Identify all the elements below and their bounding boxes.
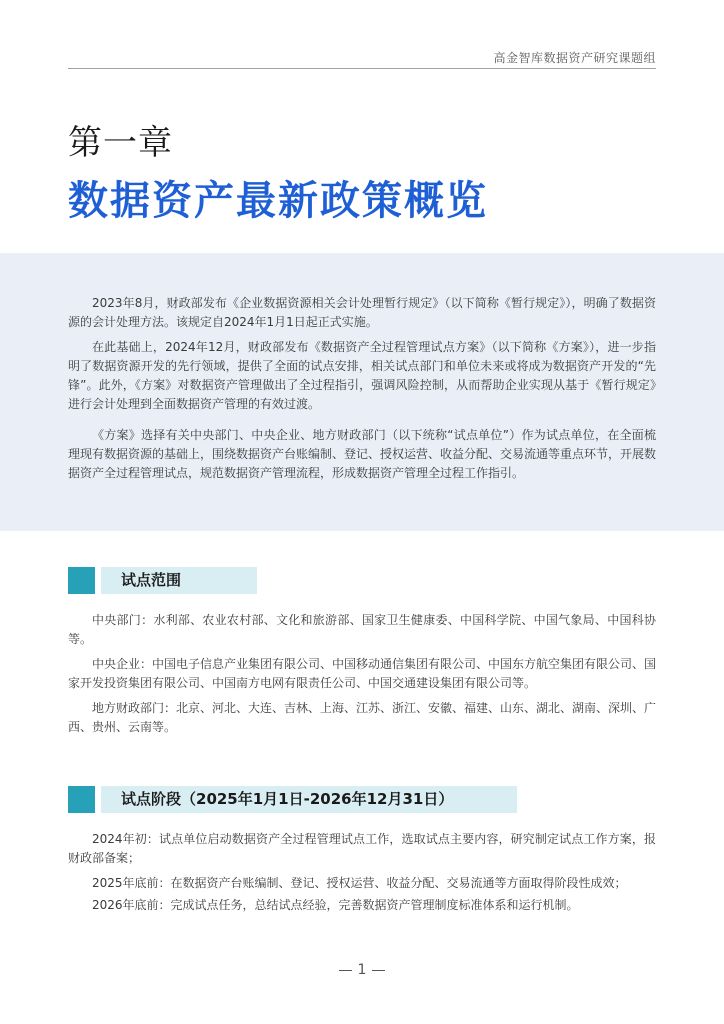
intro-paragraph: 2023年8月，财政部发布《企业数据资源相关会计处理暂行规定》（以下简称《暂行规定》），明确了数据资源的会计处理方法。该规定自2024年1月1日起正式实施。 — [68, 296, 656, 329]
section-paragraph: 2026年底前：完成试点任务，总结试点经验，完善数据资产管理制度标准体系和运行机制。 — [92, 898, 579, 912]
chapter-title: 数据资产最新政策概览 — [68, 178, 488, 224]
section-title: 试点阶段（2025年1月1日-2026年12月31日） — [121, 790, 454, 808]
page-number — [0, 962, 724, 978]
section-title: 试点范围 — [121, 571, 182, 589]
intro-paragraph: 在此基础上，2024年12月，财政部发布《数据资产全过程管理试点方案》（以下简称《方案》），进一步指明了数据资源开发的先行领域，提供了全面的试点安排，相关试点部门和单位未来或将成为数据资产开发的“先锋”。此外，《方案》对数据资产管理做出了全过程指引，强调风险控制，从而帮助企业实现从基于《暂行规定》进行会计处理到全面数据资产管理的有效过渡。 — [68, 340, 656, 411]
section-title-bar — [101, 567, 257, 594]
page-number-value: 1 — [357, 962, 367, 978]
section-paragraph: 2024年初：试点单位启动数据资产全过程管理试点工作，选取试点主要内容，研究制定试点工作方案，报财政部备案； — [68, 832, 656, 865]
section-marker — [68, 786, 95, 813]
section-marker — [68, 567, 95, 594]
page-number-dash — [372, 970, 385, 971]
section-title-bar — [101, 786, 517, 813]
page-number-dash — [339, 970, 352, 971]
section-paragraph: 地方财政部门：北京、河北、大连、吉林、上海、江苏、浙江、安徽、福建、山东、湖北、湖南、深圳、广西、贵州、云南等。 — [68, 701, 657, 734]
section-paragraph: 中央部门：水利部、农业农村部、文化和旅游部、国家卫生健康委、中国科学院、中国气象局、中国科协等。 — [68, 613, 656, 646]
section-paragraph: 中央企业：中国电子信息产业集团有限公司、中国移动通信集团有限公司、中国东方航空集团有限公司、国家开发投资集团有限公司、中国南方电网有限责任公司、中国交通建设集团有限公司等。 — [68, 657, 657, 690]
section-paragraph: 2025年底前：在数据资产台账编制、登记、授权运营、收益分配、交易流通等方面取得阶段性成效； — [92, 876, 627, 890]
header-text: 高金智库数据资产研究课题组 — [493, 51, 656, 65]
chapter-label: 第一章 — [68, 123, 173, 163]
header-divider — [68, 68, 656, 69]
intro-paragraph: 《方案》选择有关中央部门、中央企业、地方财政部门（以下统称“试点单位”）作为试点单位，在全面梳理现有数据资源的基础上，围绕数据资产台账编制、登记、授权运营、收益分配、交易流通等重点环节，开展数据资产全过程管理试点，规范数据资产管理流程，形成数据资产管理全过程工作指引。 — [68, 428, 657, 480]
